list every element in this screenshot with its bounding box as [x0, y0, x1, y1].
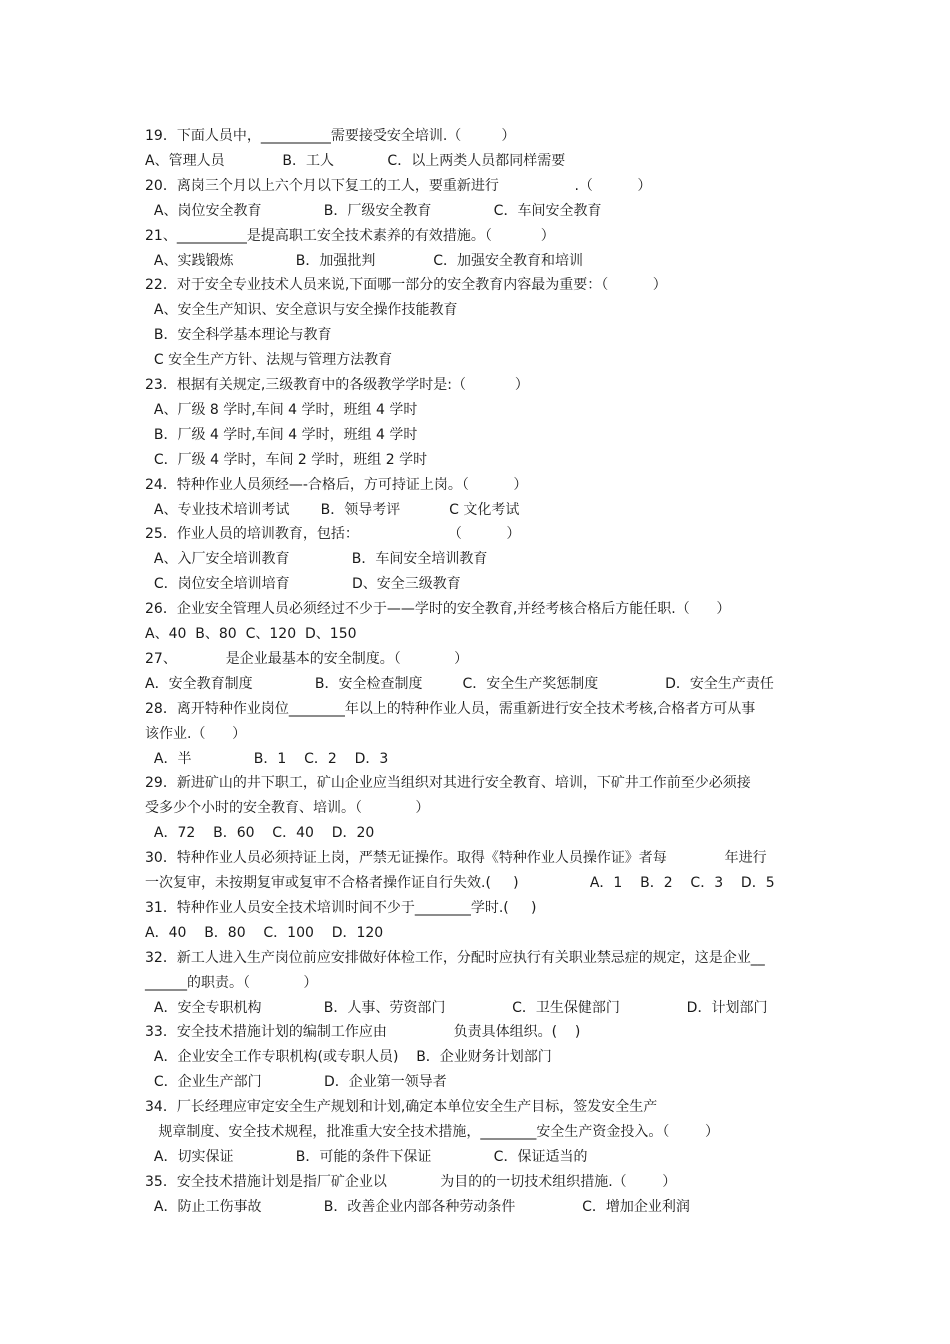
- text-line: 23．根据有关规定,三级教育中的各级教学学时是:（ ）: [145, 377, 529, 393]
- text-line: 规章制度、安全技术规程，批准重大安全技术措施，________安全生产资金投入。（ ）: [145, 1124, 719, 1140]
- text-line: B．安全科学基本理论与教育: [145, 327, 332, 344]
- text-line: 31．特种作业人员安全技术培训时间不少于________学时.( ): [145, 899, 537, 916]
- text-line: A、实践锻炼 B．加强批判 C．加强安全教育和培训: [145, 252, 584, 269]
- text-line: A、40 B、80 C、120 D、150: [145, 626, 357, 642]
- text-line: A．72 B．60 C．40 D．20: [145, 825, 375, 842]
- text-line: 21、__________是提高职工安全技术素养的有效措施。（ ）: [145, 227, 555, 244]
- text-line: A、安全生产知识、安全意识与安全操作技能教育: [145, 302, 458, 319]
- text-line: A．企业安全工作专职机构(或专职人员) B．企业财务计划部门: [145, 1049, 552, 1066]
- text-line: 26．企业安全管理人员必须经过不少于——学时的安全教育,并经考核合格后方能任职.（ ）: [145, 601, 731, 618]
- text-line: 20．离岗三个月以上六个月以下复工的工人，要重新进行 .（ ）: [145, 177, 652, 194]
- text-line: 32．新工人进入生产岗位前应安排做好体检工作，分配时应执行有关职业禁忌症的规定，这是企业__: [145, 949, 765, 966]
- text-line: C．厂级 4 学时，车间 2 学时，班组 2 学时: [145, 451, 428, 468]
- text-line: ______的职责。（ ）: [145, 974, 318, 991]
- text-line: C．企业生产部门 D．企业第一领导者: [145, 1074, 447, 1091]
- text-line: A、入厂安全培训教育 B．车间安全培训教育: [145, 551, 488, 568]
- text-line: 35．安全技术措施计划是指厂矿企业以 为目的的一切技术组织措施.（ ）: [145, 1173, 677, 1190]
- text-line: 25．作业人员的培训教育，包括： （ ）: [145, 526, 521, 543]
- text-line: 19．下面人员中，__________需要接受安全培训.（ ）: [145, 128, 516, 144]
- text-line: A、专业技术培训考试 B．领导考评 C 文化考试: [145, 501, 520, 518]
- text-line: 33．安全技术措施计划的编制工作应由 负责具体组织。( ): [145, 1024, 581, 1041]
- text-line: A．40 B．80 C．100 D．120: [145, 924, 384, 941]
- text-line: B．厂级 4 学时,车间 4 学时，班组 4 学时: [145, 426, 418, 443]
- text-line: 30．特种作业人员必须持证上岗，严禁无证操作。取得《特种作业人员操作证》者每 年进行: [145, 850, 767, 867]
- text-line: 28．离开特种作业岗位________年以上的特种作业人员，需重新进行安全技术考核,合格者方可从事: [145, 700, 756, 717]
- text-line: A．切实保证 B．可能的条件下保证 C．保证适当的: [145, 1148, 588, 1165]
- text-line: 受多少个小时的安全教育、培训。（ ）: [145, 800, 430, 817]
- text-line: A．安全教育制度 B．安全检查制度 C．安全生产奖惩制度 D．安全生产责任: [145, 675, 774, 692]
- text-line: A、岗位安全教育 B．厂级安全教育 C．车间安全教育: [145, 202, 602, 219]
- text-line: A．安全专职机构 B．人事、劳资部门 C．卫生保健部门 D．计划部门: [145, 999, 768, 1016]
- text-line: 该作业.（ ）: [145, 725, 247, 742]
- text-line: A．防止工伤事故 B．改善企业内部各种劳动条件 C．增加企业利润: [145, 1198, 690, 1215]
- text-line: C 安全生产方针、法规与管理方法教育: [145, 352, 393, 369]
- text-line: 34．厂长经理应审定安全生产规划和计划,确定本单位安全生产目标，签发安全生产: [145, 1099, 658, 1116]
- text-line: A．半 B．1 C．2 D．3: [145, 750, 389, 767]
- text-line: C．岗位安全培训培育 D、安全三级教育: [145, 576, 461, 593]
- text-line: A、厂级 8 学时,车间 4 学时，班组 4 学时: [145, 401, 418, 418]
- text-line: 29．新进矿山的井下职工，矿山企业应当组织对其进行安全教育、培训，下矿井工作前至少必须接: [145, 775, 751, 792]
- text-line: 22．对于安全专业技术人员来说,下面哪一部分的安全教育内容最为重要：（ ）: [145, 277, 667, 294]
- text-line: A、管理人员 B．工人 C．以上两类人员都同样需要: [145, 152, 566, 169]
- text-line: 一次复审，未按期复审或复审不合格者操作证自行失效.( ) A．1 B．2 C．3 D．5: [145, 875, 775, 891]
- text-line: 27、 是企业最基本的安全制度。（ ）: [145, 650, 469, 667]
- text-line: 24．特种作业人员须经—-合格后，方可持证上岗。（ ）: [145, 476, 528, 493]
